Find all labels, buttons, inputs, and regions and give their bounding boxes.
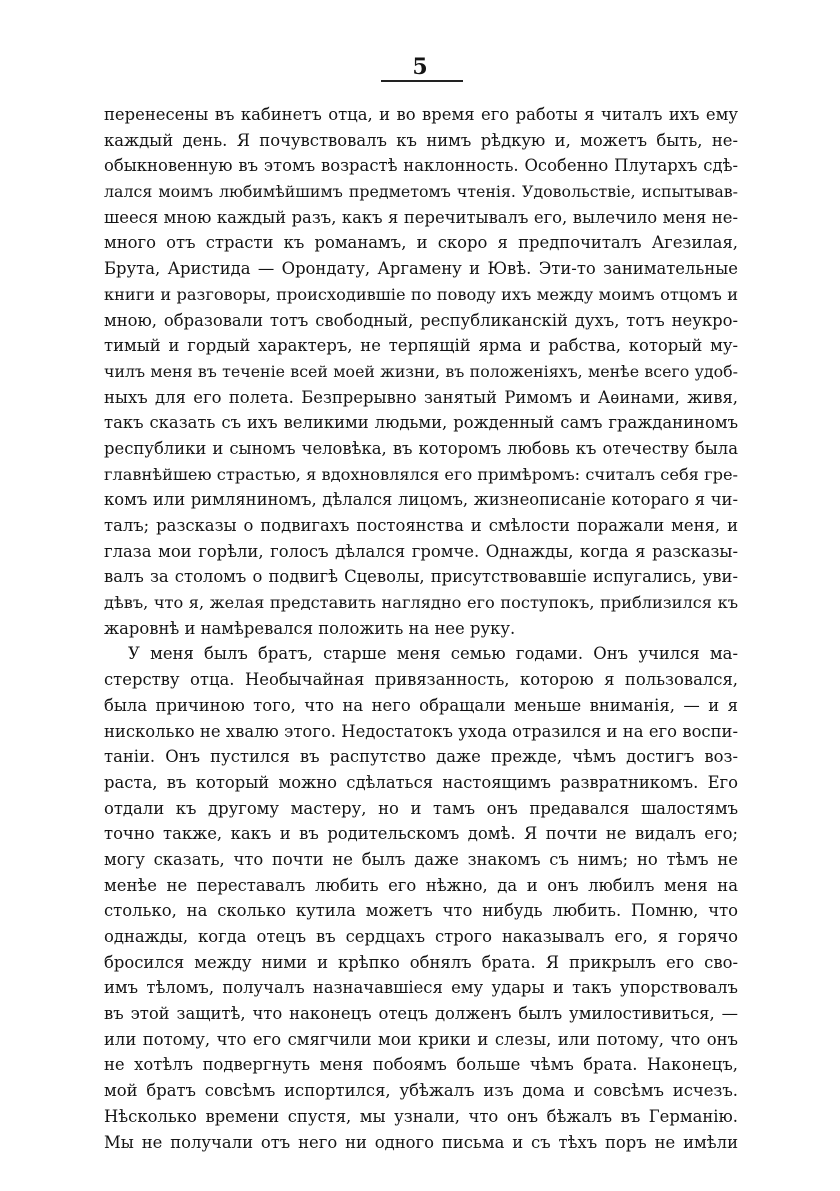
text-line: Брута, Аристида — Орондату, Аргамену и Ювѣ. Эти-то занимательные (104, 259, 738, 279)
text-line: много отъ страсти къ романамъ, и скоро я предпочиталъ Агезилая, (104, 233, 738, 253)
text-line: столько, на сколько кутила можетъ что нибудь любить. Помню, что (104, 901, 738, 921)
body-text (104, 102, 738, 1155)
text-line: мой братъ совсѣмъ испортился, убѣжалъ изъ дома и совсѣмъ исчезъ. (104, 1081, 738, 1101)
text-line: нисколько не хвалю этого. Недостатокъ ухода отразился и на его воспи- (104, 721, 738, 741)
text-line: бросился между ними и крѣпко обнялъ брата. Я прикрылъ его сво- (104, 952, 738, 972)
text-line: или потому, что его смягчили мои крики и слезы, или потому, что онъ (104, 1029, 738, 1049)
text-line: валъ за столомъ о подвигѣ Сцеволы, присутствовавшіе испугались, уви- (104, 567, 738, 587)
text-line: Нѣсколько времени спустя, мы узнали, что онъ бѣжалъ въ Германію. (104, 1106, 738, 1126)
header-rule (381, 80, 463, 82)
text-line: имъ тѣломъ, получалъ назначавшіеся ему удары и такъ упорствовалъ (104, 978, 738, 998)
text-line: такъ сказать съ ихъ великими людьми, рожденный самъ гражданиномъ (104, 413, 738, 433)
text-line: глаза мои горѣли, голосъ дѣлался громче. Однажды, когда я разсказы- (104, 541, 738, 561)
text-line: точно также, какъ и въ родительскомъ домѣ. Я почти не видалъ его; (104, 824, 738, 844)
text-line: ныхъ для его полета. Безпрерывно занятый Римомъ и Аѳинами, живя, (104, 387, 738, 407)
text-line: комъ или римляниномъ, дѣлался лицомъ, жизнеописаніе котораго я чи- (104, 490, 738, 510)
page-header (0, 52, 840, 82)
text-line: книги и разговоры, происходившіе по поводу ихъ между моимъ отцомъ и (104, 284, 738, 304)
text-line: чилъ меня въ теченіе всей моей жизни, въ положеніяхъ, менѣе всего удоб- (104, 361, 738, 381)
text-line: отдали къ другому мастеру, но и тамъ онъ предавался шалостямъ (104, 798, 738, 818)
text-line: шееся мною каждый разъ, какъ я перечитывалъ его, вылечило меня не- (104, 207, 738, 227)
text-line: стерству отца. Необычайная привязанность, которою я пользовался, (104, 670, 738, 690)
text-line: талъ; разсказы о подвигахъ постоянства и смѣлости поражали меня, и (104, 516, 738, 535)
text-line: обыкновенную въ этомъ возрастѣ наклонность. Особенно Плутархъ сдѣ- (104, 156, 738, 176)
text-line: раста, въ который можно сдѣлаться настоящимъ развратникомъ. Его (104, 772, 738, 792)
text-line: тимый и гордый характеръ, не терпящій ярма и рабства, который му- (104, 336, 738, 356)
text-line: менѣе не переставалъ любить его нѣжно, да и онъ любилъ меня на (104, 875, 738, 895)
text-line: не хотѣлъ подвергнуть меня побоямъ больше чѣмъ брата. Наконецъ, (104, 1055, 738, 1075)
text-line: мною, образовали тотъ свободный, республиканскій духъ, тотъ неукро- (104, 310, 738, 330)
text-line: республики и сыномъ человѣка, въ которомъ любовь къ отечеству была (104, 438, 738, 458)
text-line: была причиною того, что на него обращали меньше вниманія, — и я (104, 695, 738, 715)
paragraph-start-line: У меня былъ братъ, старше меня семью годами. Онъ учился ма- (128, 644, 738, 664)
text-line: главнѣйшею страстью, я вдохновлялся его примѣромъ: считалъ себя гре- (104, 464, 738, 484)
page-number: 5 (412, 54, 428, 80)
text-line: перенесены въ кабинетъ отца, и во время его работы я читалъ ихъ ему (104, 105, 738, 124)
text-line: однажды, когда отецъ въ сердцахъ строго наказывалъ его, я горячо (104, 927, 738, 946)
text-line: Мы не получали отъ него ни одного письма и съ тѣхъ поръ не имѣли (104, 1132, 738, 1152)
text-line: каждый день. Я почувствовалъ къ нимъ рѣдкую и, можетъ быть, не- (104, 130, 738, 150)
paragraph-end-line: жаровнѣ и намѣревался положить на нее руку. (104, 618, 516, 638)
text-line: лался моимъ любимѣйшимъ предметомъ чтенія. Удовольствіе, испытывав- (104, 182, 738, 202)
text-line: могу сказать, что почти не былъ даже знакомъ съ нимъ; но тѣмъ не (104, 849, 738, 869)
text-line: въ этой защитѣ, что наконецъ отецъ долженъ былъ умилостивиться, — (104, 1004, 738, 1024)
text-line: дѣвъ, что я, желая представить наглядно его поступокъ, приблизился къ (104, 593, 738, 613)
text-line: таніи. Онъ пустился въ распутство даже прежде, чѣмъ достигъ воз- (104, 747, 738, 767)
